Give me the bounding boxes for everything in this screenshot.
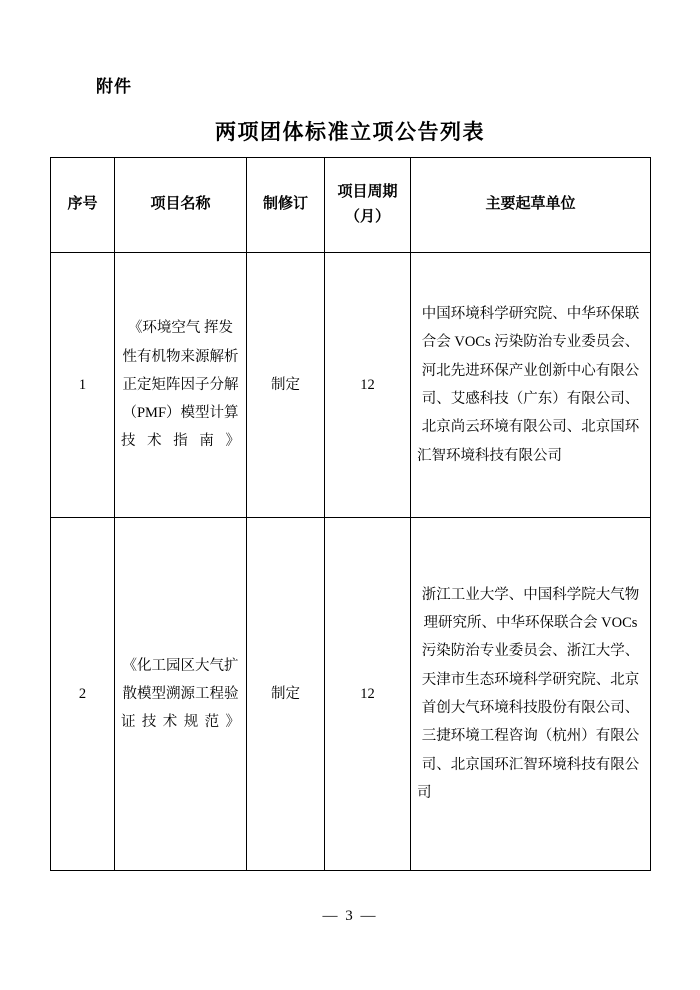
cell-units: 浙江工业大学、中国科学院大气物理研究所、中华环保联合会 VOCs 污染防治专业委员会、浙江大学、天津市生态环境科学研究院、北京首创大气环境科技股份有限公司、三捷环境工程咨询（杭州）有限公司、北京国环汇智环境科技有限公司	[411, 518, 651, 871]
table-row	[51, 518, 651, 871]
column-header-period-line2: （月）	[344, 209, 390, 225]
cell-project-name: 《化工园区大气扩散模型溯源工程验证技术规范》	[115, 518, 247, 871]
page-title: 两项团体标准立项公告列表	[215, 120, 485, 144]
cell-type: 制定	[247, 253, 325, 518]
cell-type: 制定	[247, 518, 325, 871]
column-header-units: 主要起草单位	[411, 158, 651, 253]
column-header-period	[325, 158, 411, 253]
cell-seq: 2	[51, 518, 115, 871]
table-row	[51, 253, 651, 518]
cell-units: 中国环境科学研究院、中华环保联合会 VOCs 污染防治专业委员会、河北先进环保产业创新中心有限公司、艾感科技（广东）有限公司、北京尚云环境有限公司、北京国环汇智环境科技有限公司	[411, 253, 651, 518]
standards-table-container	[50, 157, 650, 871]
column-header-type: 制修订	[247, 158, 325, 253]
page-number: — 3 —	[322, 908, 378, 924]
cell-period: 12	[325, 518, 411, 871]
table-header-row	[51, 158, 651, 253]
standards-table	[50, 157, 651, 871]
attachment-label: 附件	[96, 77, 132, 96]
column-header-seq: 序号	[51, 158, 115, 253]
cell-seq: 1	[51, 253, 115, 518]
cell-project-name: 《环境空气 挥发性有机物来源解析正定矩阵因子分解（PMF）模型计算技术指南》	[115, 253, 247, 518]
cell-period: 12	[325, 253, 411, 518]
column-header-period-line1: 项目周期	[337, 183, 398, 200]
column-header-project-name: 项目名称	[115, 158, 247, 253]
